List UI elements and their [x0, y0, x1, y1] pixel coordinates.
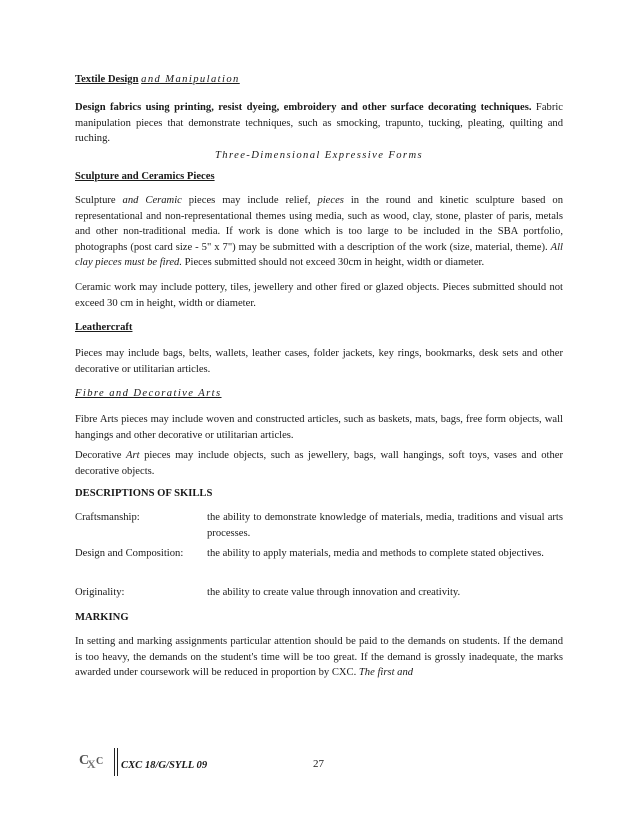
- skill-desc: the ability to demonstrate knowledge of materials, media, traditions and visual arts processes.: [207, 512, 563, 539]
- cxc-logo-icon: [78, 748, 112, 774]
- svg-text:X: X: [87, 757, 96, 771]
- sculpture-text-c: pieces may include relief,: [181, 195, 318, 206]
- footer-syllabus-code: CXC 18/G/SYLL 09: [121, 760, 208, 771]
- marking-heading: MARKING: [75, 612, 129, 623]
- sculpture-text-g: Pieces submitted should not exceed 30cm in height, width or diameter.: [181, 257, 485, 268]
- fibre-text-a: Decorative: [75, 450, 126, 461]
- three-d-heading: Three-Dimensional Expressive Forms: [214, 150, 424, 161]
- cxc-logo: [78, 748, 112, 774]
- textile-heading: [75, 72, 563, 88]
- skills-heading: DESCRIPTIONS OF SKILLS: [75, 488, 213, 499]
- fibre-heading: Fibre and Decorative Arts: [75, 388, 222, 399]
- sculpture-text-e: in the round and kinetic sculpture based on representational and non-representational themes using media, such as wood, clay, stone, plaster of paris, metals and other non-traditional media. If work is done which is too large to be included in the SBA portfolio, photographs (post card size - 5" x 7") may be submitted with a description of the work (size, material, theme).: [75, 195, 563, 253]
- fibre-paragraph-1: Fibre Arts pieces may include woven and constructed articles, such as baskets, mats, bags, free form objects, wall hangings and other decorative or utilitarian articles.: [75, 414, 563, 441]
- cxc-logo-letters: C: [79, 753, 90, 768]
- sculpture-paragraph-2: Ceramic work may include pottery, tiles, jewellery and other fired or glazed objects. Pieces submitted should not exceed 30 cm in height, width or diameter.: [75, 282, 563, 309]
- leather-paragraph: Pieces may include bags, belts, wallets, leather cases, folder jackets, key rings, bookmarks, desk sets and other decorative or utilitarian articles.: [75, 348, 563, 375]
- marking-text-b: The first and: [358, 667, 414, 678]
- textile-rest: Fabric manipulation pieces that demonstrate techniques, such as smocking, trapunto, tucking, pleating, quilting and ruching.: [75, 102, 563, 144]
- sculpture-text-b: and Ceramic: [122, 195, 182, 206]
- marking-paragraph: [75, 634, 563, 681]
- sculpture-text-f: All clay pieces must be fired.: [75, 241, 563, 268]
- skill-term: Design and Composition:: [75, 548, 184, 559]
- leather-heading: Leathercraft: [75, 322, 133, 333]
- sculpture-text-d: pieces: [317, 195, 344, 206]
- footer-divider: [114, 748, 115, 776]
- skill-term: Originality:: [75, 587, 125, 598]
- footer-divider: [117, 748, 118, 776]
- textile-heading-italic: and Manipulation: [141, 74, 240, 85]
- skill-desc: the ability to apply materials, media and methods to complete stated objectives.: [207, 548, 544, 559]
- svg-text:C: C: [96, 756, 104, 767]
- skill-desc: the ability to create value through innovation and creativity.: [207, 587, 461, 598]
- sculpture-paragraph-1: [75, 193, 563, 271]
- textile-bold-lead: Design fabrics using printing, resist dyeing, embroidery and other surface decorating techniques.: [75, 102, 532, 113]
- textile-paragraph: [75, 100, 563, 147]
- fibre-paragraph-2: [75, 448, 563, 479]
- fibre-text-b: Art: [126, 450, 140, 461]
- fibre-text-c: pieces may include objects, such as jewellery, bags, wall hangings, soft toys, vases and other decorative objects.: [75, 450, 563, 477]
- skill-term: Craftsmanship:: [75, 512, 140, 523]
- marking-text-a: In setting and marking assignments particular attention should be paid to the demands on students. If the demand is too heavy, the demands on the student's time will be too great. If the demand is grossly inadequate, the marks awarded under coursework will be reduced in proportion by CXC.: [75, 636, 563, 678]
- sculpture-text-a: Sculpture: [75, 195, 123, 206]
- textile-heading-bold: Textile Design: [75, 74, 139, 85]
- page-number: 27: [313, 758, 324, 770]
- sculpture-heading: Sculpture and Ceramics Pieces: [75, 171, 215, 182]
